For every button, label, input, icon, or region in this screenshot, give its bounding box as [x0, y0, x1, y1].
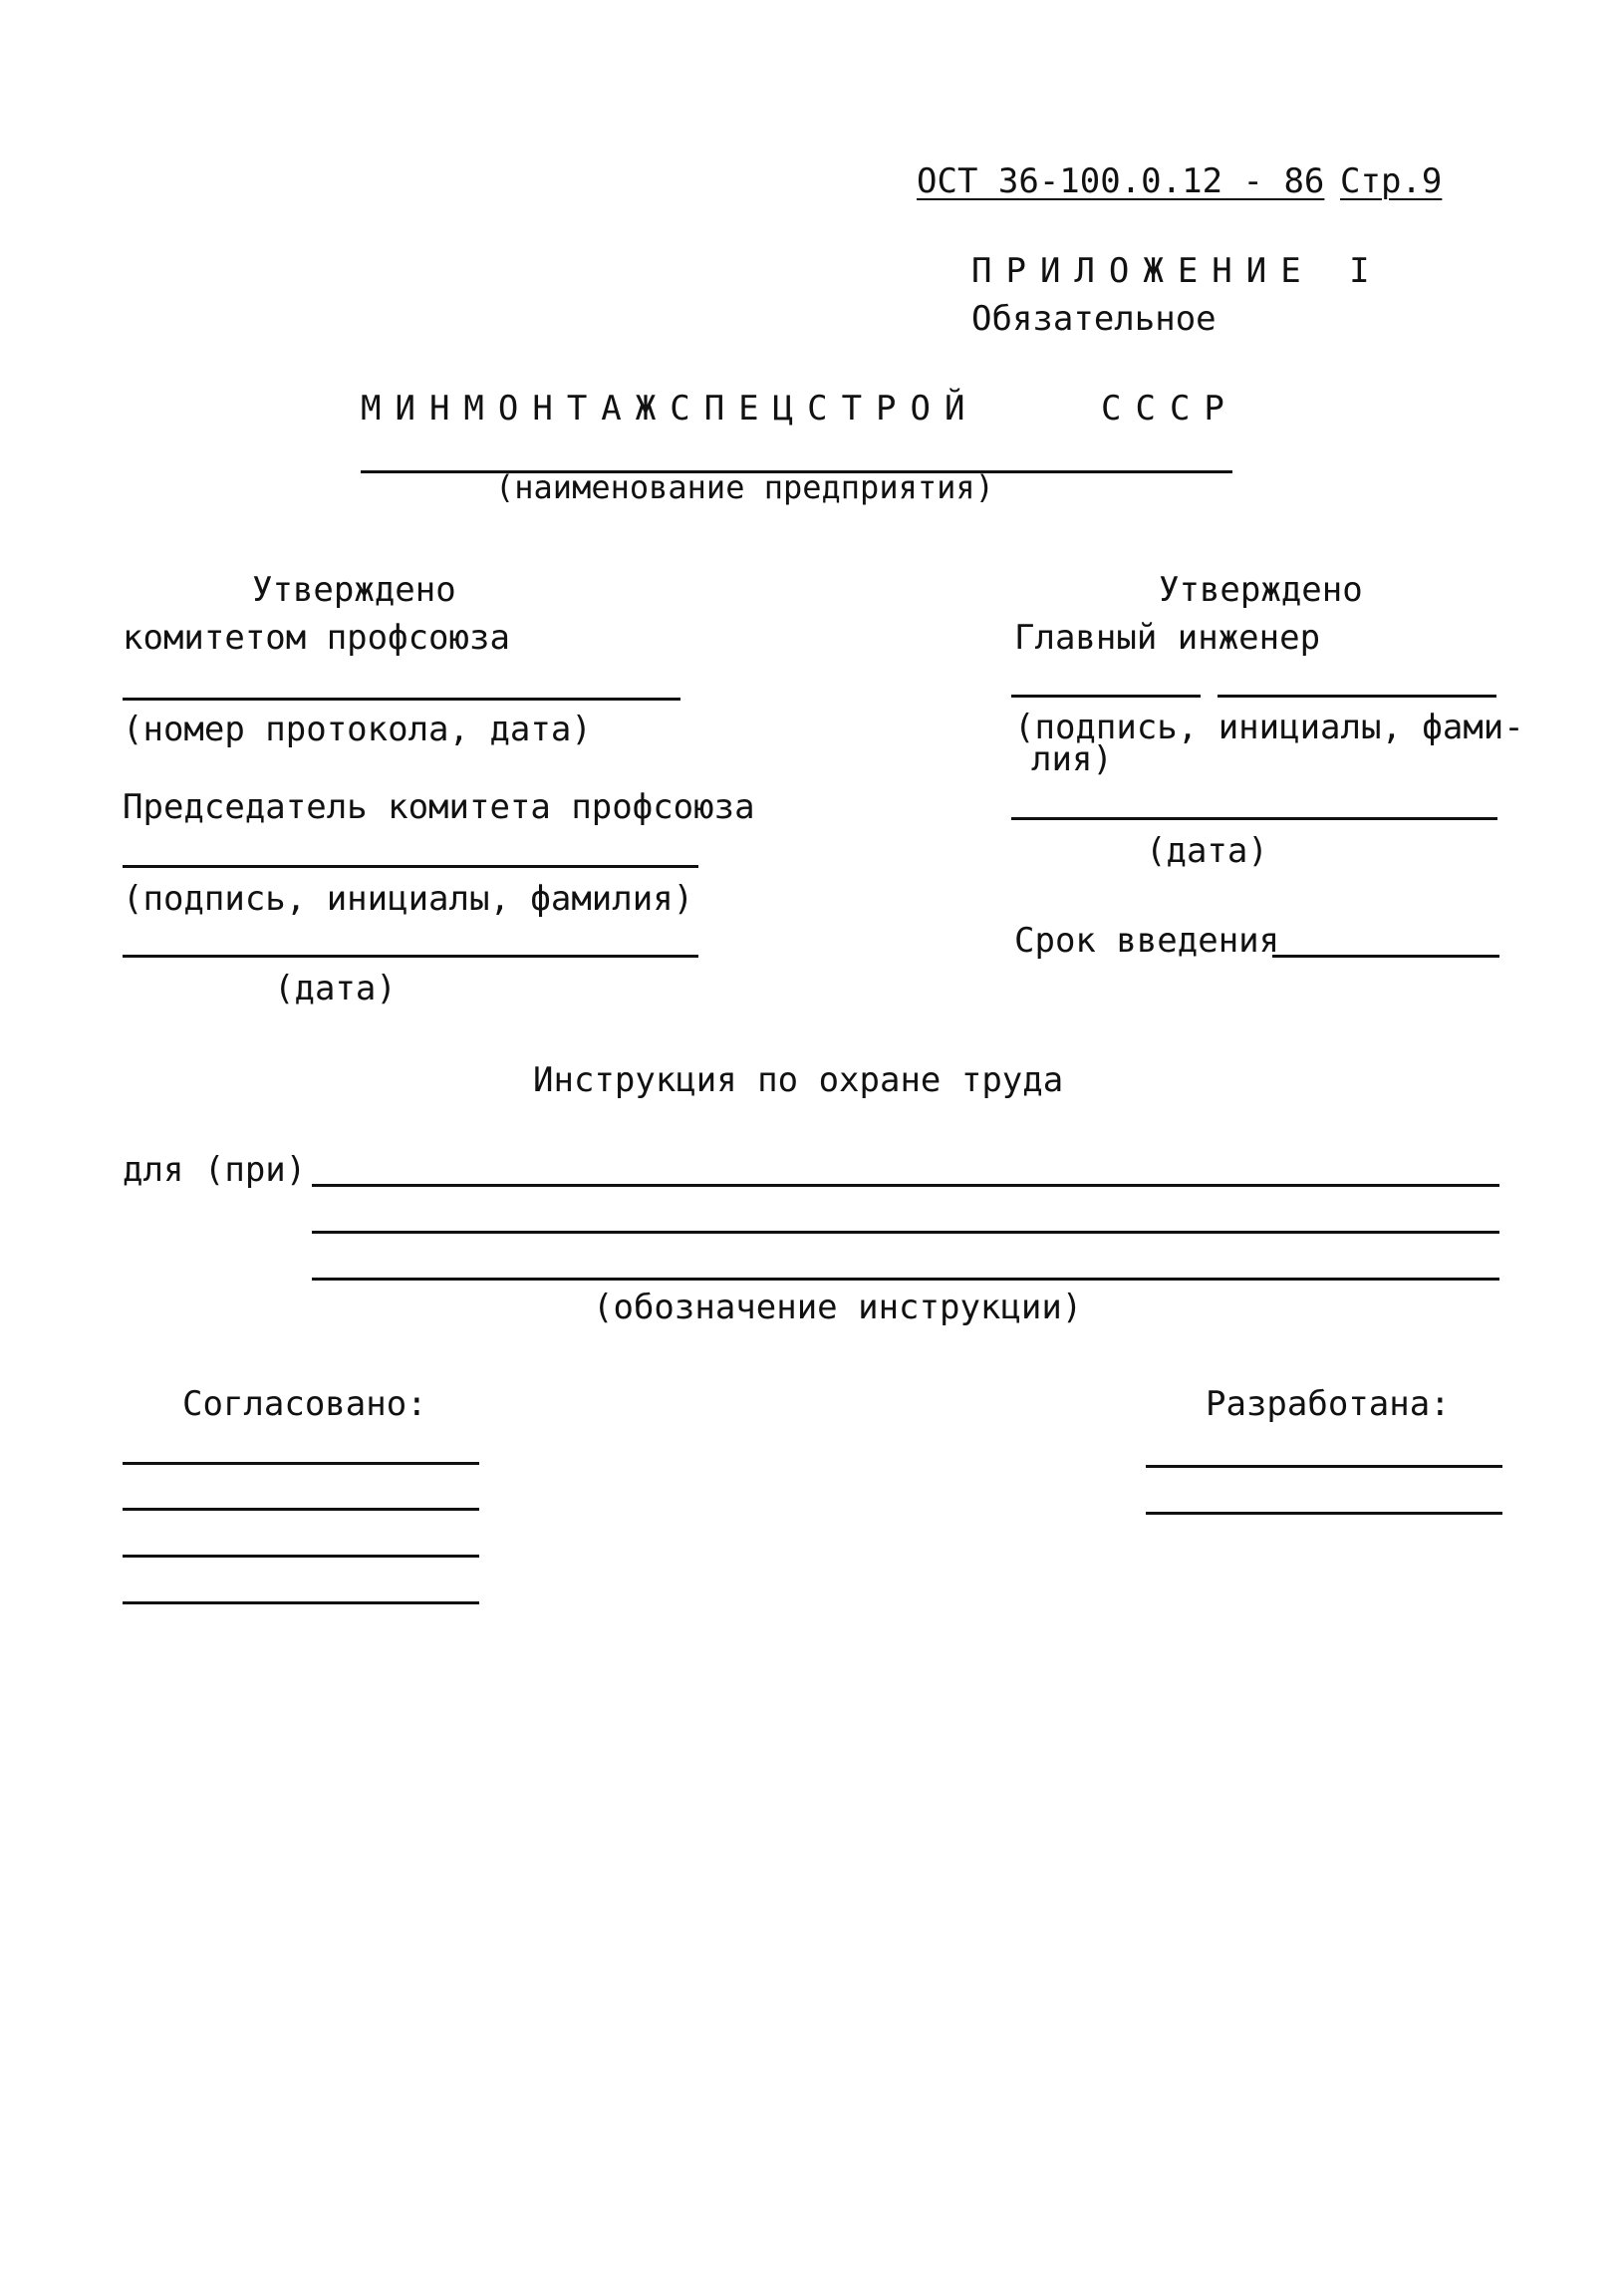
instruction-designation-caption: (обозначение инструкции): [593, 1288, 1083, 1327]
chair-signature-caption: (подпись, инициалы, фамилия): [123, 879, 694, 919]
instruction-line-2: [312, 1231, 1499, 1234]
left-approved-by: комитетом профсоюза: [123, 618, 510, 658]
engineer-signature-caption-line1: (подпись, инициалы, фами-: [1014, 708, 1524, 747]
ministry-country: СССР: [1101, 389, 1238, 429]
instruction-line-1: [312, 1184, 1499, 1187]
standard-code: ОСТ 36-100.0.12 - 86: [917, 161, 1325, 201]
organization-name-caption: (наименование предприятия): [495, 468, 994, 506]
appendix-title: ПРИЛОЖЕНИЕ I: [971, 251, 1384, 291]
chair-signature-line: [123, 865, 698, 868]
right-date-caption: (дата): [1146, 831, 1268, 871]
developed-line-2: [1146, 1512, 1502, 1515]
chair-label: Председатель комитета профсоюза: [123, 787, 755, 827]
left-approved-heading: Утверждено: [252, 570, 456, 610]
instruction-for-label: для (при): [123, 1150, 307, 1190]
agreed-line-3: [123, 1555, 479, 1558]
protocol-caption: (номер протокола, дата): [123, 710, 592, 749]
right-approved-by: Главный инженер: [1014, 618, 1321, 658]
engineer-signature-caption-line2: лия): [1031, 739, 1113, 779]
right-date-line: [1011, 817, 1497, 820]
instruction-title: Инструкция по охране труда: [533, 1060, 1064, 1100]
developed-line-1: [1146, 1465, 1502, 1468]
ministry-name: МИНМОНТАЖСПЕЦСТРОЙ: [361, 389, 979, 429]
developed-label: Разработана:: [1206, 1384, 1451, 1424]
agreed-line-2: [123, 1508, 479, 1511]
right-approved-heading: Утверждено: [1159, 570, 1363, 610]
left-date-line: [123, 955, 698, 958]
effective-date-label: Срок введения: [1014, 921, 1280, 961]
page-number: Стр.9: [1340, 161, 1443, 201]
effective-date-line: [1272, 955, 1499, 958]
protocol-line: [123, 698, 680, 701]
agreed-line-1: [123, 1462, 479, 1465]
instruction-line-3: [312, 1278, 1499, 1281]
left-date-caption: (дата): [274, 969, 397, 1008]
engineer-signature-line-long: [1218, 695, 1496, 698]
appendix-status: Обязательное: [971, 299, 1217, 339]
agreed-label: Согласовано:: [182, 1384, 427, 1424]
agreed-line-4: [123, 1601, 479, 1604]
engineer-signature-line-short: [1011, 695, 1201, 698]
